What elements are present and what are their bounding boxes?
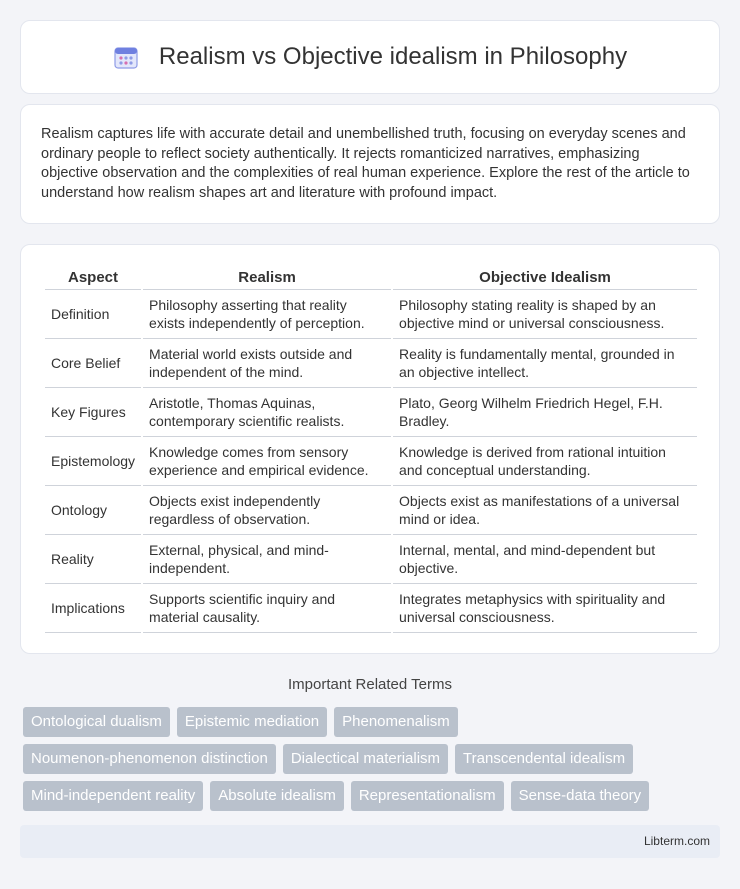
idealism-cell: Philosophy stating reality is shaped by an objective mind or universal consciousness. (393, 290, 697, 339)
idealism-cell: Objects exist as manifestations of a universal mind or idea. (393, 486, 697, 535)
related-terms-title: Important Related Terms (288, 676, 452, 693)
table-row (45, 486, 697, 535)
related-terms (23, 707, 723, 818)
calendar-icon (113, 44, 139, 70)
tag-epistemic-mediation[interactable]: Epistemic mediation (177, 707, 327, 737)
aspect-cell: Ontology (45, 486, 141, 535)
tag-representationalism[interactable]: Representationalism (351, 781, 504, 811)
realism-cell: Knowledge comes from sensory experience and empirical evidence. (143, 437, 391, 486)
realism-cell: Material world exists outside and independent of the mind. (143, 339, 391, 388)
table-row (45, 584, 697, 633)
table-row (45, 339, 697, 388)
realism-cell: Aristotle, Thomas Aquinas, contemporary scientific realists. (143, 388, 391, 437)
table-row (45, 290, 697, 339)
idealism-cell: Integrates metaphysics with spirituality and universal consciousness. (393, 584, 697, 633)
header-objective-idealism: Objective Idealism (393, 265, 697, 290)
realism-cell: Philosophy asserting that reality exists independently of perception. (143, 290, 391, 339)
tag-absolute-idealism[interactable]: Absolute idealism (210, 781, 344, 811)
tag-phenomenalism[interactable]: Phenomenalism (334, 707, 458, 737)
header-realism: Realism (143, 265, 391, 290)
footer (20, 825, 720, 858)
tag-noumenon-phenomenon-distinction[interactable]: Noumenon-phenomenon distinction (23, 744, 276, 774)
table-row (45, 535, 697, 584)
header-aspect: Aspect (45, 265, 141, 290)
table-row (45, 437, 697, 486)
aspect-cell: Implications (45, 584, 141, 633)
comparison-card (20, 244, 720, 654)
tag-sense-data-theory[interactable]: Sense-data theory (511, 781, 650, 811)
aspect-cell: Reality (45, 535, 141, 584)
tag-dialectical-materialism[interactable]: Dialectical materialism (283, 744, 448, 774)
realism-cell: Objects exist independently regardless of observation. (143, 486, 391, 535)
intro-text: Realism captures life with accurate detail and unembellished truth, focusing on everyday scenes and ordinary people to reflect society authentically. It rejects romanticized narratives, emphasizing objective observation and the complexities of real human experience. Explore the rest of the article to understand how realism shapes art and literature with profound impact. (41, 126, 690, 201)
idealism-cell: Plato, Georg Wilhelm Friedrich Hegel, F.H. Bradley. (393, 388, 697, 437)
intro-card (20, 104, 720, 224)
tag-mind-independent-reality[interactable]: Mind-independent reality (23, 781, 203, 811)
tag-row (23, 744, 723, 774)
idealism-cell: Internal, mental, and mind-dependent but objective. (393, 535, 697, 584)
table-header-row (45, 265, 697, 290)
header-card (20, 20, 720, 94)
realism-cell: Supports scientific inquiry and material causality. (143, 584, 391, 633)
aspect-cell: Core Belief (45, 339, 141, 388)
comparison-table (43, 265, 699, 633)
aspect-cell: Epistemology (45, 437, 141, 486)
page-title: Realism vs Objective idealism in Philosophy (158, 43, 628, 70)
tag-ontological-dualism[interactable]: Ontological dualism (23, 707, 170, 737)
aspect-cell: Definition (45, 290, 141, 339)
table-row (45, 388, 697, 437)
tag-row (23, 707, 723, 737)
realism-cell: External, physical, and mind-independent. (143, 535, 391, 584)
idealism-cell: Reality is fundamentally mental, grounded in an objective intellect. (393, 339, 697, 388)
idealism-cell: Knowledge is derived from rational intuition and conceptual understanding. (393, 437, 697, 486)
footer-site-link[interactable]: Libterm.com (643, 834, 710, 848)
tag-transcendental-idealism[interactable]: Transcendental idealism (455, 744, 633, 774)
aspect-cell: Key Figures (45, 388, 141, 437)
tag-row (23, 781, 723, 811)
